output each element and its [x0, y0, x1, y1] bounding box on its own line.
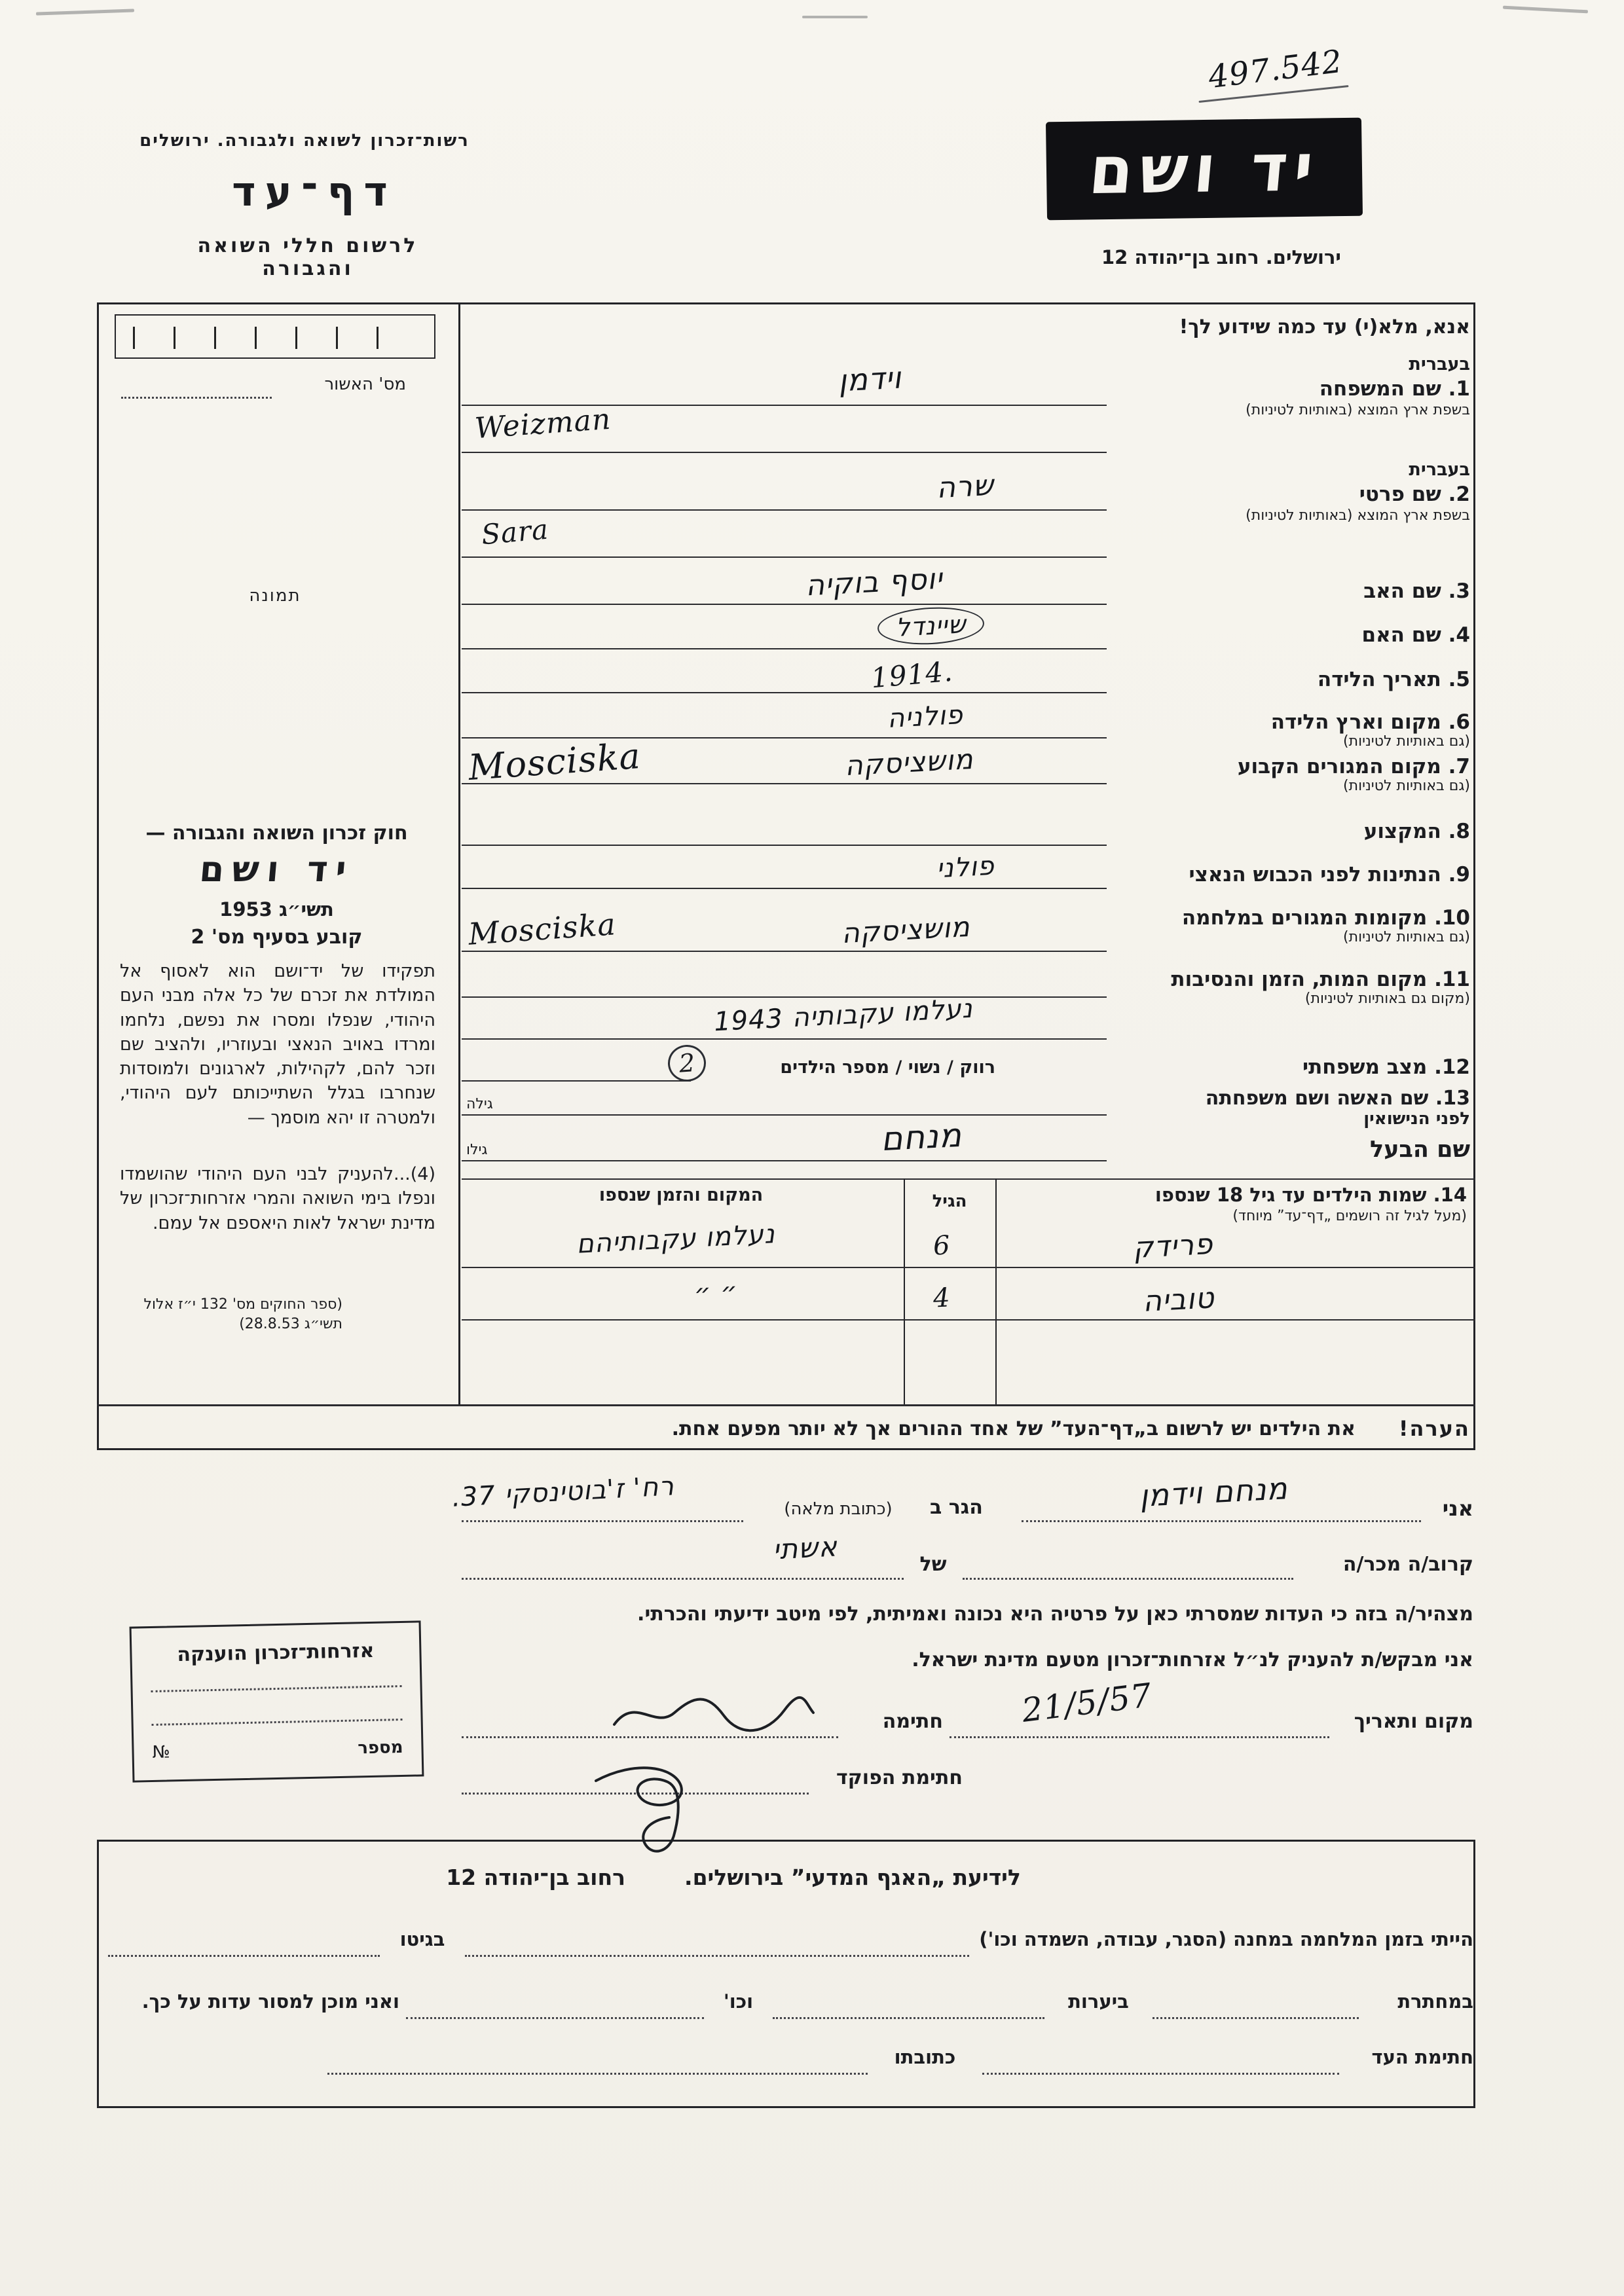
- field2-value-hebrew: שרה: [935, 468, 995, 505]
- bottom-title-row: [262, 1865, 1205, 1890]
- field5-line: [462, 692, 1107, 693]
- husband-line: [462, 1160, 1107, 1161]
- field10-value-hebrew: מושציסקה: [840, 910, 971, 950]
- field4-title: 4. שם האם: [1361, 623, 1470, 647]
- of-label: של: [919, 1553, 947, 1576]
- law-section: קובע בסעיף מס' 2: [191, 926, 363, 949]
- field13-her-age-label: גילה: [466, 1096, 493, 1112]
- authority-name: רשות־זכרון לשואה ולגבורה. ירושלים: [139, 131, 470, 151]
- field11-title: 11. מקום המות, הזמן והנסיבות: [1171, 968, 1470, 991]
- relative-line1: [963, 1578, 1293, 1580]
- field6-sub: (גם באותיות לטיניות): [1343, 733, 1470, 750]
- resides-label: הגר ב: [930, 1496, 983, 1519]
- bottom-title-address: רחוב בן־יהודה 12: [446, 1865, 626, 1890]
- yad-vashem-logo: [1046, 118, 1363, 221]
- perforation-box: [115, 314, 435, 359]
- field8-line: [462, 845, 1107, 846]
- form-title: דף־עד: [232, 168, 397, 215]
- law-year: תשי״ג 1953: [219, 898, 334, 920]
- field3-line: [462, 604, 1107, 605]
- field2-title: 2. שם פרטי: [1359, 483, 1470, 506]
- field14-sub: (מעל לגיל זה רושמים „דף־עד” מיוחד): [1232, 1208, 1467, 1224]
- husband-title: שם הבעל: [1370, 1137, 1470, 1163]
- child2-age: 4: [932, 1283, 951, 1314]
- full-address-note: (כתובת מלאה): [784, 1499, 893, 1519]
- address-line: [462, 1520, 743, 1522]
- field11-line2: [462, 1038, 1107, 1040]
- children-table-top: [462, 1178, 1475, 1180]
- witness-address-label: כתובתו: [894, 2046, 956, 2068]
- children-col-age: הגיל: [932, 1192, 967, 1211]
- field10-title: 10. מקומות המגורים במלחמה: [1181, 906, 1470, 930]
- field10-line: [462, 951, 1107, 952]
- field7-value-hebrew: מושציסקה: [843, 742, 974, 782]
- child1-age: 6: [932, 1230, 951, 1262]
- field11-line1: [462, 996, 1107, 998]
- child1-place: נעלמו עקבותיהם: [576, 1219, 776, 1260]
- field7-sub: (גם באותיות לטיניות): [1343, 778, 1470, 794]
- children-table-divider1: [904, 1178, 905, 1404]
- ghetto-label: בגיטו: [399, 1928, 445, 1950]
- child2-name: טוביה: [1141, 1281, 1215, 1319]
- camp-label: הייתי בזמן המלחמה במחנה (הסגר, עבודה, השמדה וכו'): [979, 1928, 1473, 1950]
- field13-title: 13. שם האשה ושם משפחתה: [1205, 1087, 1470, 1110]
- law-source: (ספר החוקים מס' 132 י״ז אלול תשי״ג 28.8.53): [143, 1296, 342, 1332]
- child1-name: פרידק: [1132, 1227, 1214, 1266]
- field4-value: שיינדל: [877, 605, 986, 647]
- field5-title: 5. תאריך הלידה: [1317, 668, 1470, 691]
- grant-number-sign: №: [152, 1742, 170, 1762]
- grant-box: [130, 1620, 424, 1782]
- law-title: חוק זכרון השואה והגבורה —: [145, 822, 408, 845]
- field9-title: 9. הנתינות לפני הכבוש הנאצי: [1189, 863, 1470, 886]
- forests-label: ביערות: [1068, 1990, 1129, 2013]
- official-signature-label: חתימת הפוקד: [836, 1766, 963, 1789]
- field6-value: פולניה: [886, 700, 964, 734]
- bottom-title: לידיעת „האגף המדעי” בירושלים.: [684, 1865, 1021, 1890]
- scan-artifact: [36, 9, 134, 15]
- child2-place: ״ ״: [693, 1277, 739, 1309]
- relative-label: קרוב/ה מכר/ה: [1342, 1553, 1473, 1576]
- husband-his-age-label: גילו: [466, 1142, 488, 1158]
- camp-line: [465, 1955, 969, 1957]
- children-row-line1: [462, 1267, 1475, 1268]
- photo-label: תמונה: [249, 586, 301, 606]
- field1-line-latin: [462, 452, 1107, 453]
- field6-line: [462, 737, 1107, 738]
- field2-sub: בשפת ארץ המוצא (באותיות לטיניות): [1246, 507, 1470, 524]
- place-date-handwriting: 21/5/57: [1020, 1676, 1154, 1730]
- field1-language-label: בעברית: [1409, 354, 1470, 374]
- field2-value-latin: Sara: [480, 513, 550, 551]
- approval-number-line: [121, 397, 272, 399]
- scan-artifact: [802, 16, 868, 18]
- husband-value: מנחם: [879, 1116, 963, 1159]
- etc-label: וכו': [723, 1990, 754, 2013]
- official-signature: [576, 1753, 747, 1865]
- field1-title: 1. שם המשפחה: [1319, 377, 1470, 401]
- grant-number-label: מספר: [357, 1737, 403, 1758]
- field12-line: [462, 1080, 691, 1082]
- office-address: ירושלים. רחוב בן־יהודה 12: [1101, 246, 1341, 268]
- field8-title: 8. המקצוע: [1363, 820, 1470, 843]
- declarant-name-handwriting: מנחם וידמן: [1138, 1470, 1289, 1514]
- relative-line2: [462, 1578, 904, 1580]
- field1-value-latin: Weizman: [473, 402, 612, 446]
- field12-title: 12. מצב משפחתי: [1302, 1055, 1470, 1079]
- field7-title: 7. מקום המגורים הקבוע: [1237, 755, 1470, 778]
- fill-instruction: אנא, מלא(י) עד כמה שידוע לך!: [1179, 316, 1470, 338]
- law-logo-text: יד ושם: [197, 848, 356, 890]
- field3-title: 3. שם האב: [1363, 579, 1470, 603]
- field12-value: 2: [678, 1048, 696, 1078]
- place-date-line: [950, 1736, 1329, 1738]
- field4-line: [462, 648, 1107, 649]
- witness-signature-label: חתימת העד: [1371, 2046, 1473, 2068]
- field3-value: יוסף בוקיה: [804, 562, 944, 603]
- underground-line: [1153, 2017, 1359, 2019]
- field9-value: פולני: [935, 850, 995, 884]
- scan-artifact: [1503, 6, 1588, 14]
- field2-language-label: בעברית: [1409, 460, 1470, 480]
- children-row-line2: [462, 1319, 1475, 1321]
- grant-line2: [152, 1719, 403, 1726]
- grant-box-title: אזרחות־זכרון הוענקה: [177, 1639, 375, 1667]
- field11-value: נעלמו עקבותיה 1943: [713, 993, 974, 1038]
- field6-title: 6. מקום וארץ הלידה: [1270, 710, 1470, 734]
- signature-label: חתימה: [882, 1710, 943, 1733]
- field10-sub: (גם באותיות לטיניות): [1343, 929, 1470, 945]
- field1-value-hebrew: וידמן: [837, 359, 903, 399]
- field2-line-hebrew: [462, 509, 1107, 511]
- grant-line1: [151, 1685, 402, 1692]
- forests-line: [773, 2017, 1044, 2019]
- field13-title2: לפני הנישואין: [1363, 1109, 1470, 1129]
- declarant-signature: [609, 1684, 819, 1743]
- citizenship-request: אני מבקש/ת להעניק לנ״ל אזרחות־זכרון מטעם מדינת ישראל.: [912, 1649, 1473, 1671]
- field14-title: 14. שמות הילדים עד גיל 18 שנספו: [1154, 1184, 1467, 1206]
- field1-sub: בשפת ארץ המוצא (באותיות לטיניות): [1246, 402, 1470, 418]
- law-logo: [118, 848, 435, 890]
- ghetto-line: [108, 1955, 380, 1957]
- etc-line: [406, 2017, 704, 2019]
- note-label: הערה!: [1398, 1416, 1470, 1441]
- relation-handwriting: אשתי: [771, 1530, 839, 1566]
- ref-number-handwriting: 497.542: [1206, 43, 1345, 96]
- field7-value-latin: Mosciska: [467, 735, 642, 789]
- law-text-continued: (4)...להעניק לבני העם היהודי שהושמדו ונפלו בימי השואה והמרי אזרחות־זכרון של מדינת ישראל לאות היאספם אל עמם.: [120, 1164, 435, 1233]
- declarant-name-line: [1022, 1520, 1421, 1522]
- yad-vashem-logo-text: יד ושם: [1086, 128, 1323, 210]
- children-table-divider2: [995, 1178, 997, 1404]
- law-text: תפקידו של יד־ושם הוא לאסוף אל המולדת את זכרם של כל אלה מבני העם היהודי, שנפלו ומסרו את נפשם, נלחמו ומרדו באויב הנאצי ובעוזריו, ולהציב שם וזכר להם, לקהילות, לארגונים ולמוסדות שנחרבו בגלל השתייכותם לעם היהודי, ולמטרה זו יהא מוסמך —: [120, 961, 435, 1128]
- address-handwriting: רח' ז'בוטינסקי 37.: [451, 1471, 675, 1513]
- form-subtitle: לרשום חללי השואה והגבורה: [197, 234, 418, 280]
- note-text: את הילדים יש לרשום ב„דף־העד” של אחד ההורים אך לא יותר מפעם אחת.: [671, 1417, 1356, 1440]
- field5-value: 1914.: [870, 655, 955, 695]
- witness-address-line: [327, 2073, 868, 2075]
- left-column-divider: [458, 302, 460, 1404]
- approval-number-label: מס' האשור: [324, 374, 406, 394]
- field10-value-latin: Mosciska: [467, 906, 618, 952]
- declaration-statement: מצהיר/ה בזה כי העדות שמסרתי כאן על פרטיה היא נכונה ואמיתית, לפי מיטב ידיעתי והכרתי.: [637, 1603, 1473, 1626]
- field2-line-latin: [462, 556, 1107, 558]
- note-row-divider: [97, 1404, 1475, 1406]
- field9-line: [462, 888, 1107, 889]
- perforation-ticks: [133, 327, 417, 349]
- field7-line: [462, 783, 1107, 784]
- declarant-i-label: אני: [1442, 1496, 1473, 1521]
- witness-signature-line: [982, 2073, 1339, 2075]
- field13-line: [462, 1114, 1107, 1116]
- field12-options: רווק / נשוי / מספר הילדים: [780, 1057, 995, 1078]
- ready-to-testify-label: ואני מוכן למסור עדות על כך.: [141, 1990, 399, 2013]
- underground-label: במחתרת: [1397, 1990, 1473, 2013]
- place-date-label: מקום ותאריך: [1354, 1710, 1473, 1733]
- children-col-place: המקום והזמן שנספו: [599, 1185, 764, 1205]
- field11-sub: (מקום גם באותיות לטיניות): [1304, 991, 1470, 1007]
